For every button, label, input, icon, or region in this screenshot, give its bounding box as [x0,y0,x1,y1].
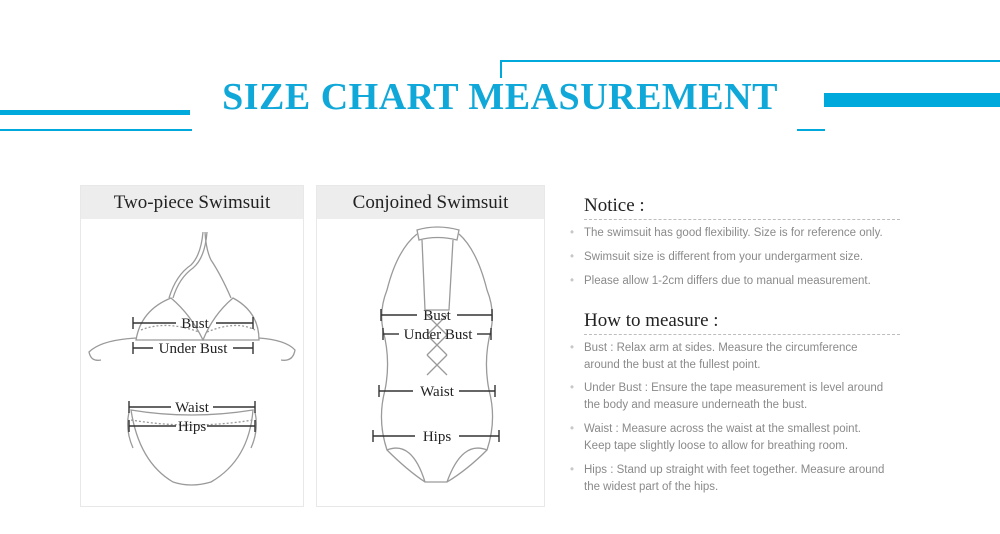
two-piece-label-waist: Waist [175,400,209,416]
how-to-item-waist: • Waist : Measure across the waist at the smallest point. Keep tape slightly loose to allow for breathing room. [570,423,861,452]
how-to-item-hips: • Hips : Stand up straight with feet together. Measure around the widest part of the hips. [570,464,885,493]
two-piece-diagram [81,220,303,506]
conjoined-label-hips: Hips [422,429,452,445]
conjoined-label-under-bust: Under Bust [403,327,473,343]
notice-heading: Notice : [584,195,645,216]
conjoined-panel [316,185,545,507]
conjoined-label-waist: Waist [420,384,454,400]
how-to-item-under-bust: • Under Bust : Ensure the tape measurement is level around the body and measure underneath the bust. [570,382,884,411]
header-bar-left-bottom [0,129,192,131]
notice-item: • The swimsuit has good flexibility. Size is for reference only. [570,227,883,239]
conjoined-label-bust: Bust [423,308,451,324]
conjoined-diagram [317,220,544,506]
conjoined-header: Conjoined Swimsuit [317,186,544,219]
header-bar-right-middle [824,93,1000,107]
notice-divider [584,219,900,220]
two-piece-header: Two-piece Swimsuit [81,186,303,219]
header-bar-right-top [500,60,1000,62]
how-to-item-bust: • Bust : Relax arm at sides. Measure the circumference around the bust at the fullest point. [570,342,858,371]
header-bar-left-top [0,110,190,115]
two-piece-panel [80,185,304,507]
notice-item: • Swimsuit size is different from your undergarment size. [570,251,864,263]
two-piece-label-bust: Bust [181,316,209,332]
two-piece-label-under-bust: Under Bust [158,341,228,357]
how-to-divider [584,334,900,335]
two-piece-label-hips: Hips [177,419,207,435]
notice-item: • Please allow 1-2cm differs due to manual measurement. [570,275,871,287]
page-title: SIZE CHART MEASUREMENT [222,76,778,118]
header-bar-right-bottom [797,129,825,131]
how-to-heading: How to measure : [584,310,719,331]
